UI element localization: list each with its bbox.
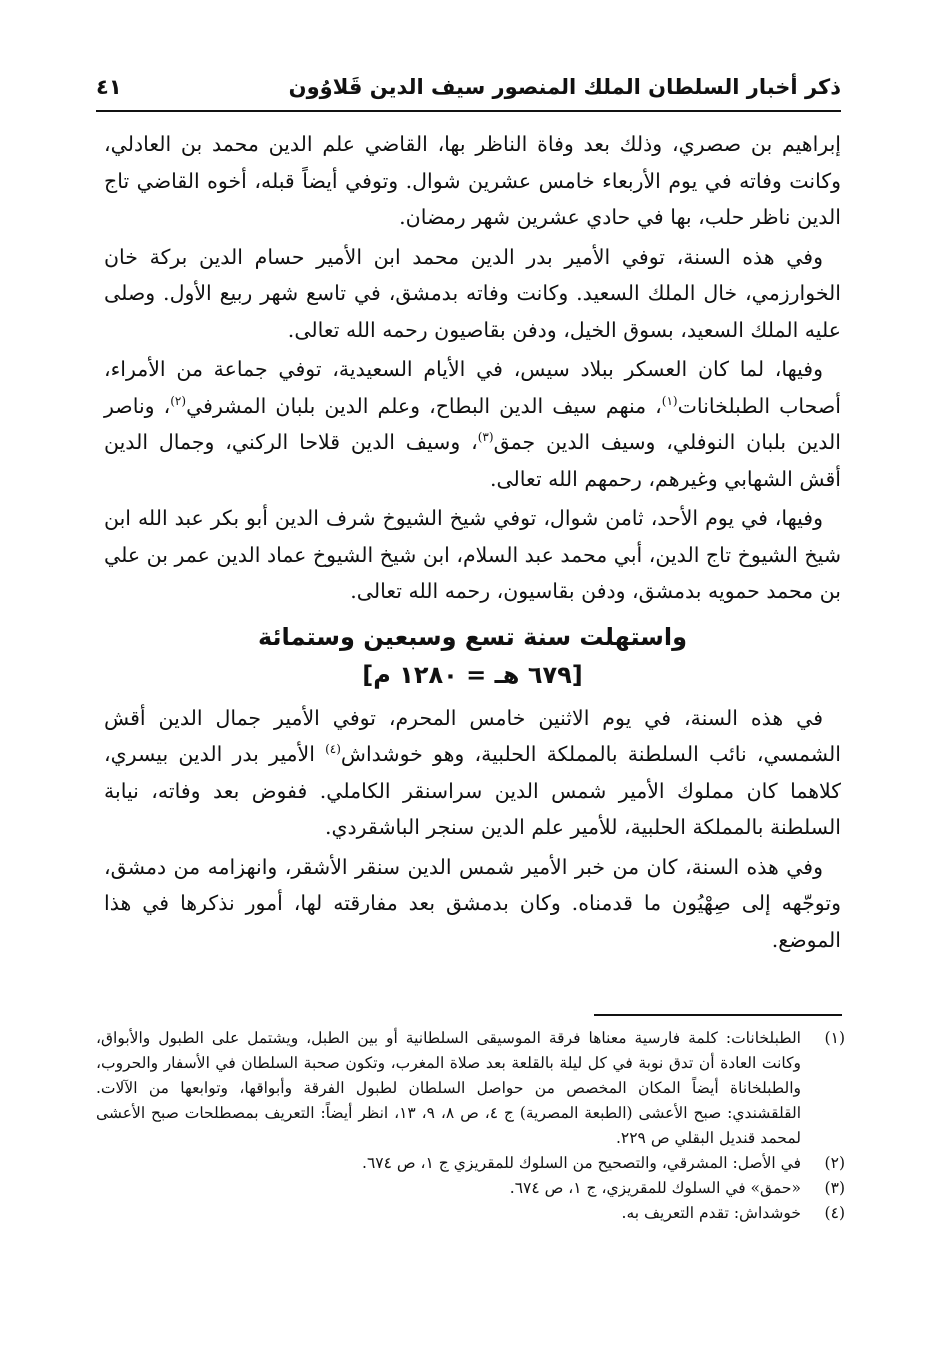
footnote-text: الطبلخانات: كلمة فارسية معناها فرقة الموسيقى السلطانية أو بين الطبل، ويشتمل على الطبول والأبواق، وكانت العادة أن تدق نوبة في كل ليلة بالقلعة بعد صلاة المغرب، وتكون صحبة السلطان في الأسفار والحروب، والطبلخاناة أيضاً المكان المخصص من حواصل السلطان لطبول الفرقة وأبواقها، وتوابعها من الآلات. القلقشندي: صبح الأعشى (الطبعة المصرية) ج ٤، ص ٨، ٩، ١٣، انظر أيضاً: التعريف بمصطلحات صبح الأعشى لمحمد قنديل البقلي ص ٢٢٩. [96,1029,802,1147]
footnote [96,1176,845,1201]
main-text [104,126,841,961]
footnote [96,1151,845,1176]
text-run: الأمير بدر الدين بيسري، كلاهما كان مملوك الأمير شمس الدين سراسنقر الكاملي. ففوض بعد وفاته، نيابة السلطنة بالمملكة الحلبية، للأمير علم الدين سنجر الباشقردي. [104,742,841,839]
page-number: ٤١ [96,75,122,99]
text-run: ، وسيف الدين قلاحا الركني، وجمال الدين أقش الشهابي وغيرهم، رحمهم الله تعالى. [104,430,841,491]
paragraph: وفي هذه السنة، توفي الأمير بدر الدين محمد ابن الأمير حسام الدين بركة خان الخوارزمي، خال الملك السعيد. وكانت وفاته بدمشق، في تاسع شهر ربيع الأول. وصلى عليه الملك السعيد، بسوق الخيل، ودفن بقاصيون رحمه الله تعالى. [104,244,841,342]
section-heading-title: واستهلت سنة تسع وسبعين وستمائة [257,622,688,651]
paragraph [104,700,841,846]
footnote-number: (٣) [824,1179,845,1197]
text-run: ، منهم سيف الدين البطاح، وعلم الدين بلبان المشرفي [186,393,662,418]
footnote-ref: (٣) [477,430,494,445]
footnote-divider [594,1014,842,1016]
running-title: ذكر أخبار السلطان الملك المنصور سيف الدين قَلاوُون [288,75,841,99]
section-heading [104,618,841,694]
text-run: في هذه السنة، في يوم الاثنين خامس المحرم، توفي الأمير جمال الدين أقش الشمسي، نائب السلطنة بالمملكة الحلبية، وهو خوشداش [104,705,841,766]
footnote-ref: (٤) [325,742,341,757]
text-run: ، وناصر الدين بلبان النوفلي، وسيف الدين جمق [104,393,842,454]
text-run: وفيها، لما كان العسكر ببلاد سيس، في الأيام السعيدية، توفي جماعة من الأمراء، أصحاب الطبلخانات [104,357,841,418]
running-header [96,64,841,112]
paragraph: إبراهيم بن صصري، وذلك بعد وفاة الناظر بها، القاضي علم الدين محمد بن العادلي، وكانت وفاته في يوم الأربعاء خامس عشرين شوال. وتوفي أيضاً قبله، أخوه القاضي تاج الدين ناظر حلب، بها في حادي عشرين شهر رمضان. [104,132,841,229]
footnote-number: (٢) [824,1154,845,1172]
footnote [96,1026,845,1151]
section-heading-date: [٦٧٩ هـ = ١٢٨٠ م] [362,660,583,689]
paragraph: وفي هذه السنة، كان من خبر الأمير شمس الدين سنقر الأشقر، وانهزامه من دمشق، وتوجّهه إلى صِهْيُون ما قدمناه. وكان بدمشق بعد مفارقته لها، أمور نذكرها في هذا الموضع. [104,854,841,952]
footnote-text: في الأصل: المشرقي، والتصحيح من السلوك للمقريزي ج ١، ص ٦٧٤. [362,1154,801,1172]
footnote-number: (٤) [824,1204,845,1222]
footnote-ref: (١) [661,393,678,408]
footnote-number: (١) [824,1029,845,1047]
footnotes [96,1026,845,1226]
paragraph: وفيها، في يوم الأحد، ثامن شوال، توفي شيخ الشيوخ شرف الدين أبو بكر عبد الله ابن شيخ الشيوخ تاج الدين، أبي محمد عبد السلام، ابن شيخ الشيوخ عماد الدين عمر بن علي بن محمد حمويه بدمشق، ودفن بقاسيون، رحمه الله تعالى. [104,506,841,603]
paragraph [104,351,841,497]
footnote-ref: (٢) [170,393,187,408]
footnote [96,1201,845,1226]
footnote-text: خوشداش: تقدم التعريف به. [621,1204,801,1222]
footnote-text: «حمق» في السلوك للمقريزي، ج ١، ص ٦٧٤. [509,1179,801,1197]
